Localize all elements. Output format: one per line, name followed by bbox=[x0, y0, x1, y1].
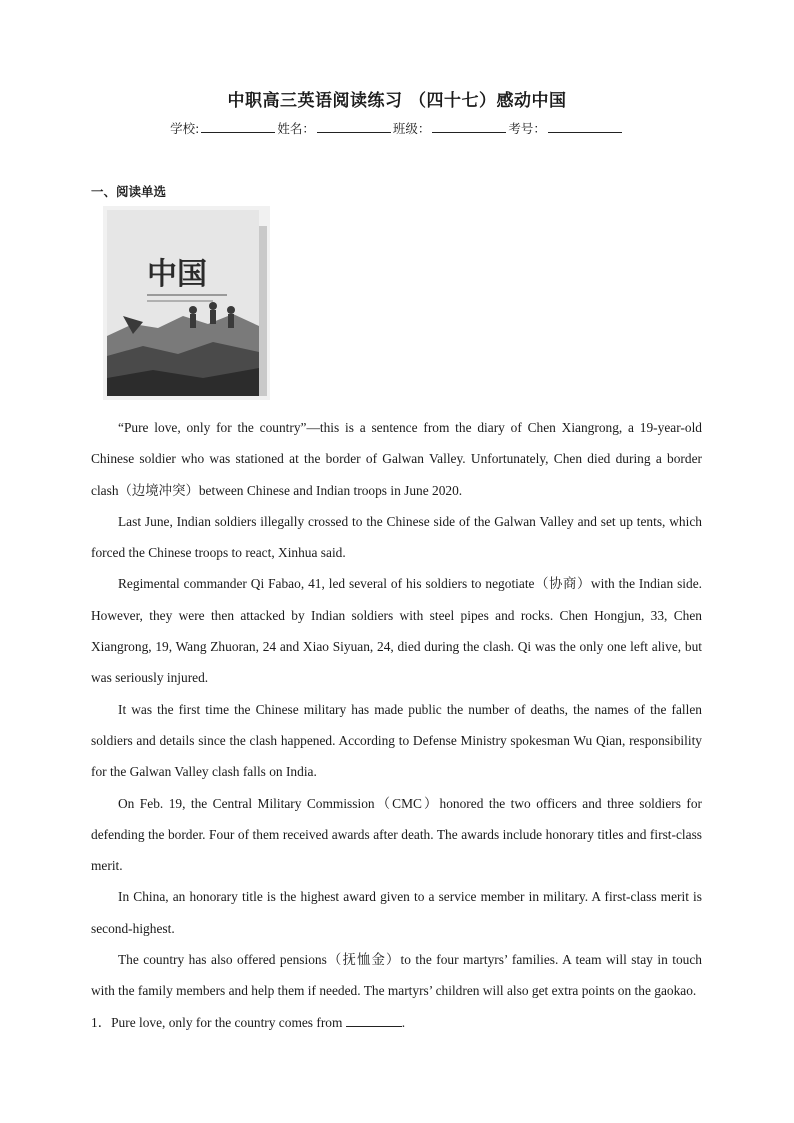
book-cover-image bbox=[103, 206, 270, 400]
paragraph: It was the first time the Chinese military has made public the number of deaths, the names of the fallen soldiers and details since the clash happened. According to Defense Ministry spokesman Wu Qian, responsibility for the Galwan Valley clash falls on India. bbox=[91, 701, 702, 780]
paragraph: In China, an honorary title is the highest award given to a service member in military. A first-class merit is second-highest. bbox=[91, 889, 702, 936]
question-text: Pure love, only for the country comes from bbox=[111, 1014, 343, 1030]
paragraph: On Feb. 19, the Central Military Commission（CMC）honored the two officers and three soldiers for defending the border. Four of them received awards after death. The awards include honorary titles and first-class merit. bbox=[91, 795, 702, 874]
section-heading: 一、阅读单选 bbox=[91, 184, 167, 199]
school-label: 学校: bbox=[170, 121, 200, 136]
name-label: 姓名： bbox=[277, 121, 315, 136]
question-number: 1． bbox=[91, 1014, 112, 1030]
class-label: 班级： bbox=[392, 121, 431, 136]
page-title: 中职高三英语阅读练习 （四十七）感动中国 bbox=[227, 91, 567, 111]
name-blank[interactable] bbox=[317, 120, 391, 133]
question-end: . bbox=[401, 1014, 406, 1030]
exam-number-blank[interactable] bbox=[548, 120, 622, 133]
reading-passage bbox=[91, 412, 702, 1038]
question-1 bbox=[91, 1007, 702, 1038]
answer-blank[interactable] bbox=[346, 1014, 402, 1027]
cover-title: 中国 bbox=[147, 257, 207, 292]
paragraph: Last June, Indian soldiers illegally crossed to the Chinese side of the Galwan Valley and set up tents, which forced the Chinese troops to react, Xinhua said. bbox=[91, 513, 702, 561]
student-info-line bbox=[0, 119, 794, 137]
paragraph: Regimental commander Qi Fabao, 41, led several of his soldiers to negotiate（协商）with the Indian side. However, they were then attacked by Indian soldiers with steel pipes and rocks. Chen Hongjun, 33, Chen Xiangrong, 19, Wang Zhuoran, 24 and Xiao Siyuan, 24, died during the clash. Qi was the only one left alive, but was seriously injured. bbox=[91, 576, 702, 686]
exam-number-label: 考号： bbox=[508, 121, 546, 136]
paragraph: The country has also offered pensions（抚恤金）to the four martyrs’ families. A team will stay in touch with the family members and help them if needed. The martyrs’ children will also get extra points on the gaokao. bbox=[91, 952, 702, 999]
paragraph: “Pure love, only for the country”—this is a sentence from the diary of Chen Xiangrong, a 19-year-old Chinese soldier who was stationed at the border of Galwan Valley. Unfortunately, Chen died during a border clash（边境冲突）between Chinese and Indian troops in June 2020. bbox=[91, 420, 702, 498]
class-blank[interactable] bbox=[432, 120, 506, 133]
school-blank[interactable] bbox=[201, 120, 275, 133]
